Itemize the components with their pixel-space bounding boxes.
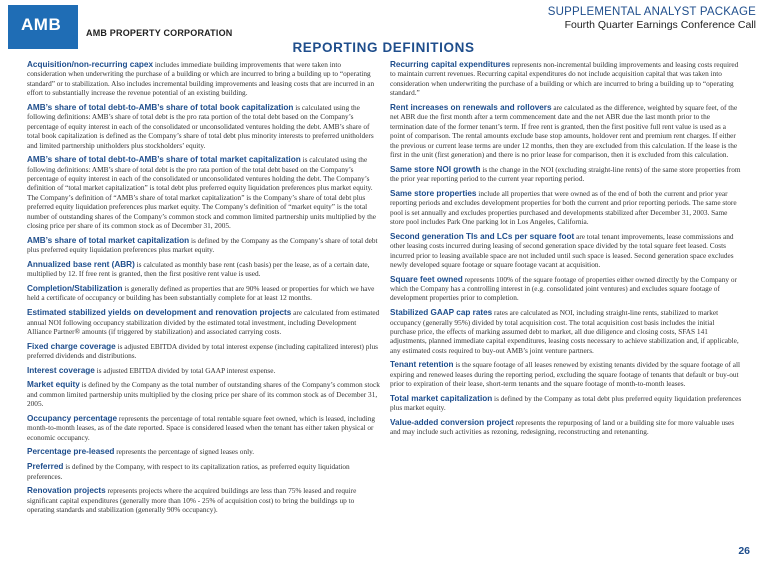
definition-item <box>27 60 380 98</box>
definition-term: Percentage pre-leased <box>27 447 115 457</box>
definition-text: represents projects where the acquired buildings are less than 75% leased and require significant capital expenditures (generally more than 10% - 25% of acquisition cost) to bring the buildings up to operating standards and stabilization (generally 90% occupancy). <box>27 486 357 515</box>
definition-item <box>27 155 380 230</box>
definition-text: is calculated as monthly base rent (cash basis) per the lease, as of a certain date, multiplied by 12. If free rent is granted, then the first positive rent value is used. <box>27 259 370 279</box>
definition-term: Occupancy percentage <box>27 413 118 423</box>
package-title: SUPPLEMENTAL ANALYST PACKAGE <box>547 6 756 18</box>
definition-text: includes immediate building improvements that were taken into consideration when underwriting the purchase of a building or which are incurred to bring a building up to “operating standard” or to stabilization. Also includes incremental building improvements and leasing costs that are incurred in an effort to substantially increase the revenue potential of an existing building. <box>27 60 375 98</box>
definition-item <box>27 486 380 514</box>
definition-term: AMB’s share of total debt-to-AMB’s share of total market capitalization <box>27 155 301 165</box>
company-name: AMB PROPERTY CORPORATION <box>86 28 233 38</box>
definition-text: is calculated using the following definitions: AMB’s share of total debt is the pro rata portion of the total debt based on the Company’s percentage of equity interest in each of the consolidated or unconsolidated ventures holding the debt. The Company’s definition of “total market capitalization” is total debt plus preferred equity liquidation preferences plus market equity. The Company’s definition of “AMB’s share of total market capitalization” is the Company’s share of total debt plus preferred equity liquidation preferences plus market equity. The Company’s definition of “market equity” is the total number of outstanding shares of the Company’s common stock and common limited partnership units multiplied by the closing price per share of its common stock as of December 31, 2005. <box>27 155 376 231</box>
definition-text: represents the percentage of signed leases only. <box>114 447 255 457</box>
definition-text: is defined by the Company as the total number of outstanding shares of the Company’s common stock and common limited partnership units multiplied by the closing price per share of its common stock as of December 31, 2005. <box>27 380 380 409</box>
definition-text: is adjusted EBITDA divided by total GAAP interest expense. <box>94 365 276 375</box>
definition-term: Renovation projects <box>27 486 106 496</box>
definition-term: AMB’s share of total market capitalization <box>27 235 190 245</box>
definition-term: Market equity <box>27 380 80 390</box>
definition-term: Annualized base rent (ABR) <box>27 259 135 269</box>
definition-term: Same store NOI growth <box>390 164 481 174</box>
page-number: 26 <box>738 545 750 557</box>
definition-text: is defined by the Company, with respect to its capitalization ratios, as preferred equity liquidation preferences. <box>27 462 350 481</box>
definition-text: are calculated from estimated annual NOI following occupancy stabilization divided by the estimated total investment, including Development Alliance Partner® amounts (if triggered by stabilization) and associated carrying costs. <box>27 308 380 336</box>
definition-term: AMB’s share of total debt-to-AMB’s share of total book capitalization <box>27 102 294 112</box>
definition-item <box>27 342 380 361</box>
definition-text: is the change in the NOI (excluding straight-line rents) of the same store properties from the prior year reporting period to the current year reporting period. <box>390 164 741 184</box>
definition-text: is the square footage of all leases renewed by existing tenants divided by the square footage of all expiring and renewed leases during the reporting period, excluding the square footage of tenants that default or buy-out prior to expiration of their lease, short-term tenants and the square footage of month-to-month leases. <box>390 360 741 389</box>
definition-item <box>390 394 742 413</box>
definition-term: Stabilized GAAP cap rates <box>390 308 493 318</box>
definition-text: is generally defined as properties that are 90% leased or properties for which we have held a certificate of occupancy or building has been substantially complete for at least 12 months. <box>27 284 375 303</box>
definition-term: Interest coverage <box>27 365 95 375</box>
definition-term: Tenant retention <box>390 360 454 370</box>
definition-item <box>27 236 380 255</box>
definition-term: Same store properties <box>390 188 477 198</box>
definition-item <box>27 366 380 375</box>
definition-term: Fixed charge coverage <box>27 341 116 351</box>
definition-item <box>390 360 742 388</box>
definition-text: represents the repurposing of land or a building site for more valuable uses and may include such activities as rezoning, redesigning, reconstructing and retenanting. <box>390 418 735 437</box>
definition-item <box>390 189 742 227</box>
definition-term: Recurring capital expenditures <box>390 60 511 69</box>
definition-item <box>390 103 742 159</box>
definition-item <box>390 60 742 98</box>
definition-item <box>27 103 380 150</box>
definitions-left-column <box>27 60 380 520</box>
definitions-right-column <box>390 60 742 442</box>
definition-term: Rent increases on renewals and rollovers <box>390 102 552 112</box>
definition-text: is defined by the Company as total debt plus preferred equity liquidation preferences plus market equity. <box>390 393 742 413</box>
definition-item <box>390 308 742 355</box>
definition-text: represents 100% of the square footage of properties either owned directly by the Company or which the Company has a controlling interest in (e.g. consolidated joint ventures) and excludes square footage of development properties prior to completion. <box>390 274 737 303</box>
page-title: REPORTING DEFINITIONS <box>292 40 475 55</box>
logo-text: AMB <box>21 15 62 34</box>
definition-term: Estimated stabilized yields on development and renovation projects <box>27 308 292 318</box>
definition-text: is adjusted EBITDA divided by total interest expense (including capitalized interest) plus preferred dividends and distributions. <box>27 341 378 361</box>
definition-term: Square feet owned <box>390 274 463 284</box>
definition-text: are total tenant improvements, lease commissions and other leasing costs incurred during leasing of second generation space divided by the total square feet leased. Costs incurred prior to leasing available space are not included until such space is leased. Second generation space excludes newly developed square footage or square footage vacant at acquisition. <box>390 231 734 269</box>
definition-item <box>27 447 380 456</box>
definition-term: Completion/Stabilization <box>27 284 123 294</box>
definition-text: is defined by the Company as the Company’s share of total debt plus preferred equity liquidation preferences plus market equity. <box>27 235 378 255</box>
definition-item <box>27 284 380 303</box>
definition-term: Total market capitalization <box>390 393 493 403</box>
definition-item <box>27 260 380 279</box>
definition-item <box>390 165 742 184</box>
definition-item <box>27 380 380 408</box>
definition-term: Second generation TIs and LCs per square foot <box>390 231 575 241</box>
definition-item <box>27 462 380 481</box>
definition-term: Acquisition/non-recurring capex <box>27 60 154 69</box>
definition-item <box>390 232 742 270</box>
definition-text: is calculated using the following definitions: AMB’s share of total debt is the pro rata portion of the total debt based on the Company’s percentage of equity interest in each of the consolidated or unconsolidated ventures holding the debt. AMB’s share of total book capitalization is defined as the Company’s share of total debt plus minority interests to preferred unitholders and limited partnership unitholders plus stockholders’ equity. <box>27 102 374 150</box>
definition-item <box>390 275 742 303</box>
definition-item <box>27 308 380 336</box>
definition-text: represents the percentage of total rentable square feet owned, which is leased, including month-to-month leases, as of the date reported. Space is considered leased when the tenant has either taken physical or economic occupancy. <box>27 413 376 442</box>
definition-term: Preferred <box>27 462 64 472</box>
definition-item <box>390 418 742 437</box>
definition-text: rates are calculated as NOI, including straight-line rents, stabilized to market occupancy (generally 95%) divided by total acquisition cost. The total acquisition cost basis includes the initial purchase price, the effects of marking assumed debt to market, all due diligence and closing costs, SFAS 141 adjustments, planned immediate capital expenditures, leasing costs necessary to achieve stabilization and, if applicable, any estimated costs required to buy-out AMB’s joint venture partners. <box>390 308 739 355</box>
definition-text: represents non-incremental building improvements and leasing costs required to maintain current revenues. Recurring capital expenditures do not include acquisition capital that was taken into consideration when underwriting the purchase of a building or which are incurred to bring a building up to “operating standard.” <box>390 60 739 98</box>
definition-term: Value-added conversion project <box>390 418 514 428</box>
definition-text: include all properties that were owned as of the end of both the current and prior year reporting periods and excludes development properties for both the current and prior reporting periods. The same store pool is set annually and excludes properties purchased and developments stabilized after December 31, 2003. Same store pool includes Park One parking lot in Los Angeles, California. <box>390 188 737 226</box>
definition-text: are calculated as the difference, weighted by square feet, of the net ABR due the first month after a term commencement date and the net ABR due the last month prior to the termination date of the former tenant’s term. If free rent is granted, then the first positive full rent value is used as a point of comparison. The rental amounts exclude base stop amounts, holdover rent and premium rent charges. If either the previous or current lease terms are under 12 months, then they are excluded from this calculation. If the lease is the first in the unit (first generation) and there is no prior lease for comparison, then it is excluded from this calculation. <box>390 102 738 159</box>
definition-item <box>27 414 380 442</box>
logo-registered-mark: ® <box>72 36 77 42</box>
package-subtitle: Fourth Quarter Earnings Conference Call <box>564 19 756 31</box>
